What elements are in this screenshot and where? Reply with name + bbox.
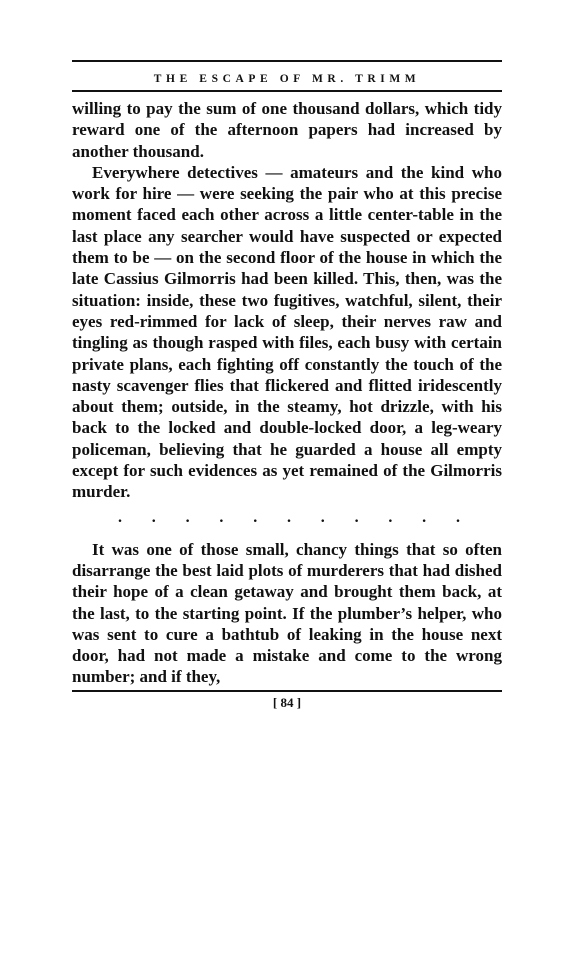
running-head: THE ESCAPE OF MR. TRIMM — [153, 73, 421, 85]
section-break-dot: . — [151, 508, 156, 526]
section-break-dot: . — [388, 508, 393, 526]
section-break-dot: . — [286, 508, 291, 526]
page-number: [ 84 ] — [272, 694, 302, 710]
section-break-dot: . — [354, 508, 359, 526]
body-text — [72, 98, 502, 688]
section-break-dot: . — [118, 508, 122, 526]
bottom-rule — [72, 690, 502, 692]
head-rule — [72, 90, 502, 92]
paragraph: It was one of those small, chancy things that so often disarrange the best laid plots of murderers that had dished their hope of a clean getaway and brought them back, at the last, to the starting point. If the plumber’s helper, who was sent to cure a bathtub of leaking in the house next door, had not made a mistake and come to the wrong number; and if they, — [72, 539, 502, 687]
section-break-dot: . — [219, 508, 224, 526]
section-break-dot: . — [185, 508, 190, 526]
paragraph: Everywhere detectives — amateurs and the kind who work for hire — were seeking the pair who at this precise moment faced each other across a little center-table in the last place any searcher would have suspected or expected them to be — on the second floor of the house in which the late Cassius Gilmorris had been killed. This, then, was the situation: inside, these two fugitives, watchful, silent, their eyes red-rimmed for lack of sleep, their nerves raw and tingling as though rasped with files, each busy with certain private plans, each fighting off constantly the touch of the nasty scavenger flies that flickered and flitted iridescently about them; outside, in the steamy, hot drizzle, with his back to the locked and double-locked door, a leg-weary policeman, believing that he guarded a house all empty except for such evidences as yet remained of the Gilmorris murder. — [72, 162, 502, 502]
section-break-dot: . — [455, 508, 460, 526]
section-break-dot: . — [422, 508, 427, 526]
paragraph-continued: willing to pay the sum of one thousand dollars, which tidy reward one of the afternoon papers had increased by another thousand. — [72, 99, 502, 161]
section-break-dot: . — [320, 508, 325, 526]
section-break — [72, 508, 502, 526]
book-page — [72, 60, 502, 711]
section-break-dot: . — [253, 508, 258, 526]
